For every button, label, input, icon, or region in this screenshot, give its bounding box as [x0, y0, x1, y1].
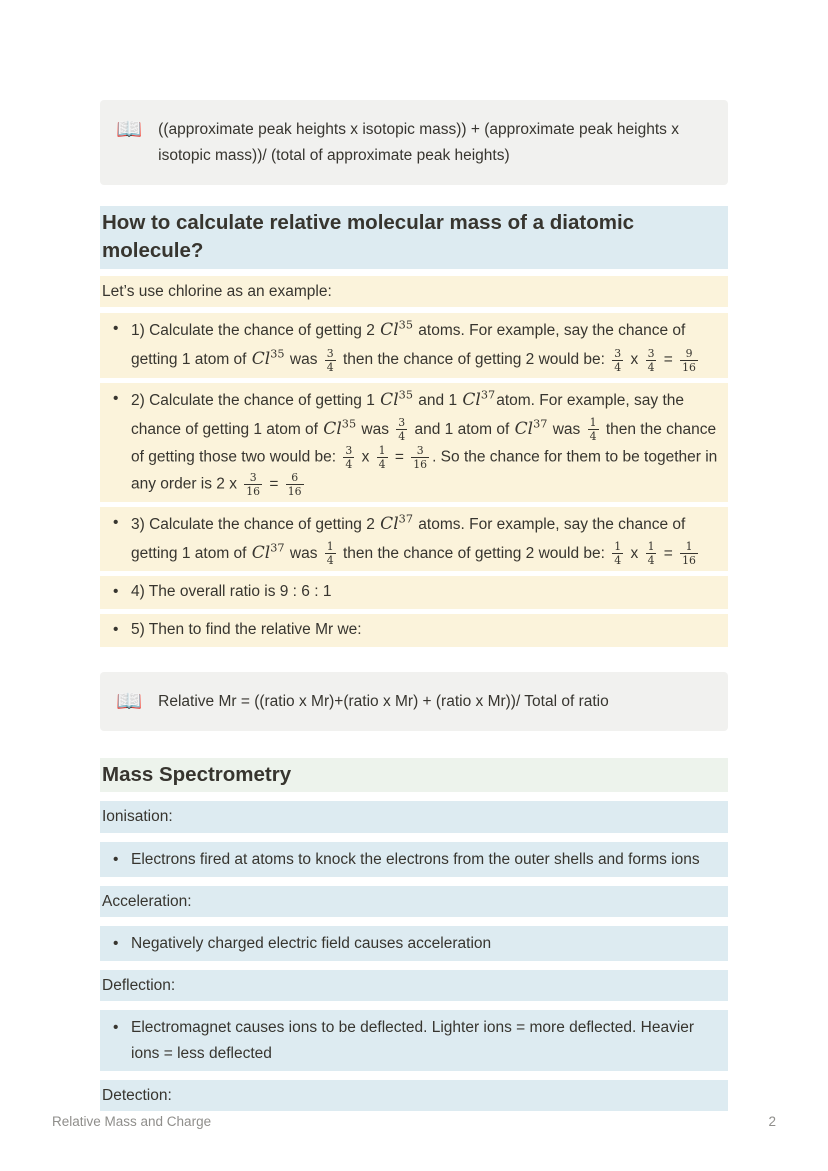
bullet-marker-icon: •: [113, 319, 119, 337]
math-nuclide: Cl$^{37}$: [514, 417, 548, 439]
callout-peak-heights-text: ((approximate peak heights x isotopic mass)) + (approximate peak heights x isotopic mass))/ (total of approximate peak heights): [158, 121, 679, 164]
list-item: [100, 614, 728, 647]
open-book-icon: 📖: [116, 689, 143, 713]
math-fraction: $\frac{3}{4}$: [647, 346, 655, 374]
heading-diatomic-molecule: How to calculate relative molecular mass of a diatomic molecule?: [100, 206, 728, 269]
spectrometry-section: [100, 886, 728, 961]
math-fraction: $\frac{6}{16}$: [287, 471, 302, 499]
heading-mass-spectrometry: Mass Spectrometry: [100, 758, 728, 792]
bullet-marker-icon: •: [113, 583, 119, 601]
bullet-marker-icon: •: [113, 513, 119, 531]
bullet-marker-icon: •: [113, 935, 119, 953]
section-label: Acceleration:: [100, 886, 728, 917]
list-item-text: 5) Then to find the relative Mr we:: [131, 620, 362, 638]
math-nuclide: Cl$^{35}$: [380, 387, 413, 410]
list-item-text: Electromagnet causes ions to be deflected. Lighter ions = more deflected. Heavier ions = less deflected: [131, 1019, 695, 1062]
callout-relative-mr-formula: [100, 672, 728, 732]
math-fraction: $\frac{1}{4}$: [589, 416, 597, 444]
section-label: Detection:: [100, 1080, 728, 1111]
math-fraction: $\frac{3}{4}$: [398, 416, 406, 444]
open-book-icon: 📖: [116, 118, 143, 141]
footer-page-number: 2: [768, 1114, 776, 1129]
spectrometry-sections: [100, 801, 728, 1110]
math-fraction: $\frac{9}{16}$: [682, 346, 696, 374]
callout-relative-mr-text: Relative Mr = ((ratio x Mr)+(ratio x Mr) + (ratio x Mr))/ Total of ratio: [158, 692, 609, 710]
math-fraction: $\frac{1}{4}$: [647, 540, 655, 568]
bullet-marker-icon: •: [113, 389, 119, 407]
callout-peak-heights-formula: [100, 100, 728, 185]
bullet-marker-icon: •: [113, 1019, 119, 1037]
bullet-marker-icon: •: [113, 850, 119, 868]
list-item-text: 4) The overall ratio is 9 : 6 : 1: [131, 583, 332, 601]
list-item: [100, 576, 728, 609]
page-footer: [52, 1114, 776, 1129]
math-fraction: $\frac{3}{4}$: [326, 346, 334, 374]
spectrometry-section: [100, 1080, 728, 1111]
math-fraction: $\frac{1}{4}$: [326, 540, 334, 568]
list-item: [100, 383, 728, 502]
list-item: [100, 1010, 728, 1070]
math-nuclide: Cl$^{35}$: [380, 318, 413, 340]
math-nuclide: Cl$^{37}$: [462, 387, 496, 410]
math-fraction: $\frac{3}{4}$: [614, 346, 622, 374]
list-item: [100, 842, 728, 877]
math-nuclide: Cl$^{37}$: [380, 512, 413, 534]
list-item: [100, 507, 728, 572]
bullet-marker-icon: •: [113, 620, 119, 638]
math-nuclide: Cl$^{35}$: [323, 417, 357, 439]
list-item-text: 2) Calculate the chance of getting 1 Cl$^{35}$ and 1 Cl$^{37}$atom. For example, say the chance of getting 1 atom of Cl$^{35}$ was $\frac{3}{4}$ and 1 atom of Cl$^{37}$ was $\frac{1}{4}$ then the chance of getting those two would be: $\frac{3}{4}$ x $\frac{1}{4}$ = $\frac{3}{16}$ . So the chance for them to be together in any order is 2 x $\frac{3}{16}$ = $\frac{6}{16}$: [131, 387, 718, 499]
list-item-text: 3) Calculate the chance of getting 2 Cl$^{37}$ atoms. For example, say the chance of getting 1 atom of Cl$^{37}$ was $\frac{1}{4}$ then the chance of getting 2 would be: $\frac{1}{4}$ x $\frac{1}{4}$ = $\frac{1}{16}$: [131, 512, 696, 568]
math-fraction: $\frac{1}{16}$: [682, 540, 696, 568]
list-item: [100, 926, 728, 961]
math-fraction: $\frac{3}{16}$: [246, 471, 261, 499]
footer-document-title: Relative Mass and Charge: [52, 1114, 212, 1129]
section-label: Deflection:: [100, 970, 728, 1001]
math-fraction: $\frac{1}{4}$: [614, 540, 622, 568]
section-bullet-list: [100, 842, 728, 877]
section-bullet-list: [100, 926, 728, 961]
spectrometry-section: [100, 970, 728, 1070]
list-item-text: Electrons fired at atoms to knock the electrons from the outer shells and forms ions: [131, 850, 700, 868]
intro-paragraph: Let’s use chlorine as an example:: [100, 276, 728, 307]
math-fraction: $\frac{1}{4}$: [378, 444, 386, 472]
list-item-text: Negatively charged electric field causes acceleration: [131, 935, 492, 953]
math-nuclide: Cl$^{35}$: [251, 347, 285, 370]
math-fraction: $\frac{3}{16}$: [413, 444, 428, 472]
section-label: Ionisation:: [100, 801, 728, 832]
chlorine-steps-list: [100, 313, 728, 647]
math-fraction: $\frac{3}{4}$: [345, 444, 353, 472]
math-nuclide: Cl$^{37}$: [251, 541, 285, 563]
list-item-text: 1) Calculate the chance of getting 2 Cl$^{35}$ atoms. For example, say the chance of getting 1 atom of Cl$^{35}$ was $\frac{3}{4}$ then the chance of getting 2 would be: $\frac{3}{4}$ x $\frac{3}{4}$ = $\frac{9}{16}$: [131, 318, 696, 374]
section-bullet-list: [100, 1010, 728, 1070]
spectrometry-section: [100, 801, 728, 876]
list-item: [100, 313, 728, 378]
